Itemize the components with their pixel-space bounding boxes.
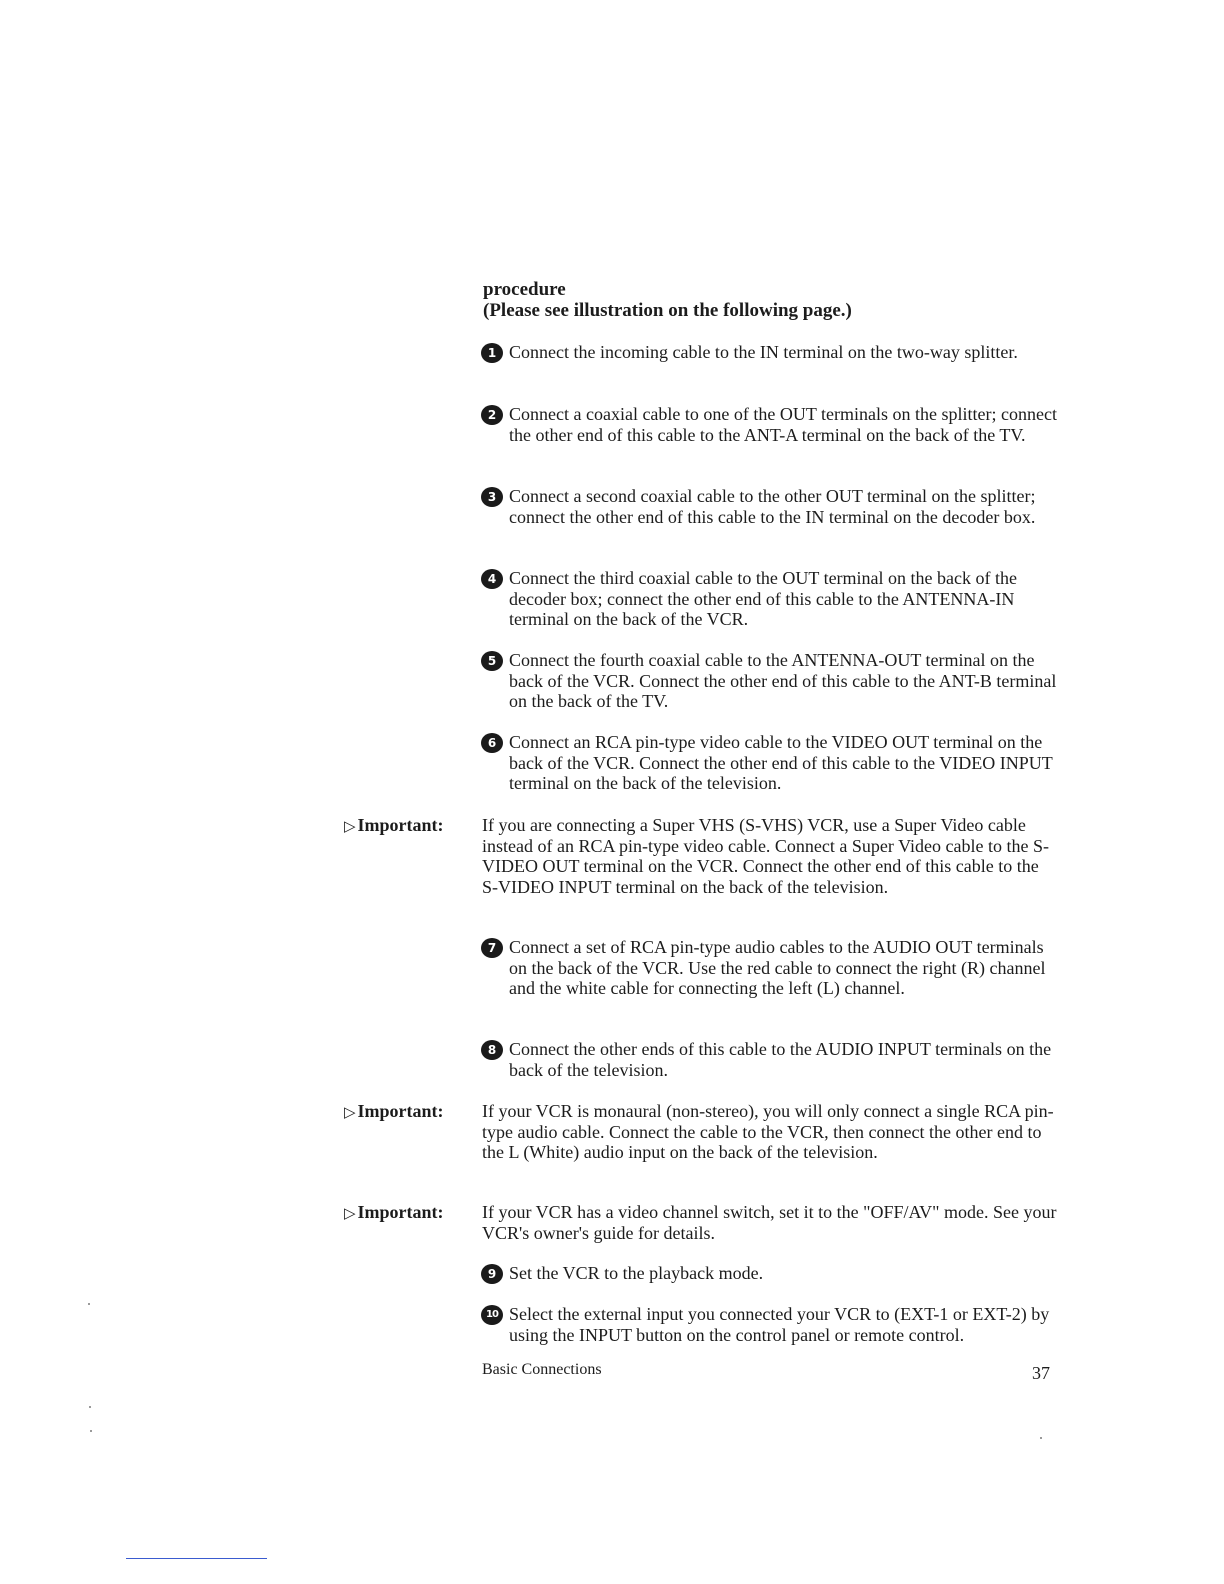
step-number-badge: 6	[481, 733, 503, 753]
step-number-badge: 10	[481, 1305, 503, 1325]
step-number-badge: 4	[481, 569, 503, 589]
important-label-text: Important:	[357, 1202, 444, 1222]
step-4	[481, 568, 1061, 630]
step-3	[481, 486, 1061, 527]
step-number-badge: 7	[481, 938, 503, 958]
page-number: 37	[1032, 1363, 1050, 1383]
important-label	[344, 815, 474, 837]
heading-subtitle: (Please see illustration on the following page.)	[483, 300, 852, 321]
step-text: Connect a set of RCA pin-type audio cables to the AUDIO OUT terminals on the back of the VCR. Use the red cable to connect the right (R) channel and the white cable for connecting the left (L) channel.	[509, 937, 1046, 998]
important-note-text: If you are connecting a Super VHS (S-VHS) VCR, use a Super Video cable instead of an RCA pin-type video cable. Connect a Super Video cable to the S-VIDEO OUT terminal on the VCR. Connect the other end of this cable to the S-VIDEO INPUT terminal on the back of the television.	[482, 815, 1049, 897]
step-text: Connect an RCA pin-type video cable to the VIDEO OUT terminal on the back of the VCR. Connect the other end of this cable to the VIDEO INPUT terminal on the back of the television.	[509, 732, 1053, 793]
step-10	[481, 1304, 1061, 1345]
step-2	[481, 404, 1061, 445]
footer-section-title: Basic Connections	[482, 1361, 602, 1378]
important-label-text: Important:	[357, 815, 444, 835]
step-6	[481, 732, 1061, 794]
scan-speck	[88, 1303, 90, 1305]
step-5	[481, 650, 1061, 712]
step-7	[481, 937, 1061, 999]
step-number-badge: 1	[481, 343, 503, 363]
step-text: Set the VCR to the playback mode.	[509, 1263, 764, 1283]
triangle-arrow-icon: ▷	[344, 817, 356, 835]
step-text: Select the external input you connected your VCR to (EXT-1 or EXT-2) by using the INPUT button on the control panel or remote control.	[509, 1304, 1050, 1345]
heading-title: procedure	[483, 279, 566, 300]
triangle-arrow-icon: ▷	[344, 1204, 356, 1222]
important-label-text: Important:	[357, 1101, 444, 1121]
step-text: Connect the fourth coaxial cable to the ANTENNA-OUT terminal on the back of the VCR. Connect the other end of this cable to the ANT-B terminal on the back of the TV.	[509, 650, 1057, 711]
step-1	[481, 342, 1061, 363]
step-number-badge: 2	[481, 405, 503, 425]
scan-speck	[90, 1430, 92, 1432]
step-text: Connect a coaxial cable to one of the OUT terminals on the splitter; connect the other end of this cable to the ANT-A terminal on the back of the TV.	[509, 404, 1057, 445]
step-number-badge: 9	[481, 1264, 503, 1284]
important-label	[344, 1202, 474, 1224]
step-8	[481, 1039, 1061, 1080]
step-text: Connect the other ends of this cable to the AUDIO INPUT terminals on the back of the television.	[509, 1039, 1052, 1080]
important-note-text: If your VCR has a video channel switch, set it to the "OFF/AV" mode. See your VCR's owner's guide for details.	[482, 1202, 1057, 1243]
triangle-arrow-icon: ▷	[344, 1103, 356, 1121]
important-note-text: If your VCR is monaural (non-stereo), you will only connect a single RCA pin-type audio cable. Connect the cable to the VCR, then connect the other end to the L (White) audio input on the back of the television.	[482, 1101, 1054, 1162]
section-heading	[483, 279, 1083, 321]
step-text: Connect a second coaxial cable to the other OUT terminal on the splitter; connect the other end of this cable to the IN terminal on the decoder box.	[509, 486, 1036, 527]
step-number-badge: 5	[481, 651, 503, 671]
step-text: Connect the third coaxial cable to the OUT terminal on the back of the decoder box; connect the other end of this cable to the ANTENNA-IN terminal on the back of the VCR.	[509, 568, 1017, 629]
scan-speck	[1040, 1437, 1042, 1439]
important-label	[344, 1101, 474, 1123]
scan-edge-line	[126, 1558, 267, 1559]
step-number-badge: 3	[481, 487, 503, 507]
step-number-badge: 8	[481, 1040, 503, 1060]
step-text: Connect the incoming cable to the IN terminal on the two-way splitter.	[509, 342, 1018, 362]
step-9	[481, 1263, 1061, 1284]
scan-speck	[89, 1406, 91, 1408]
